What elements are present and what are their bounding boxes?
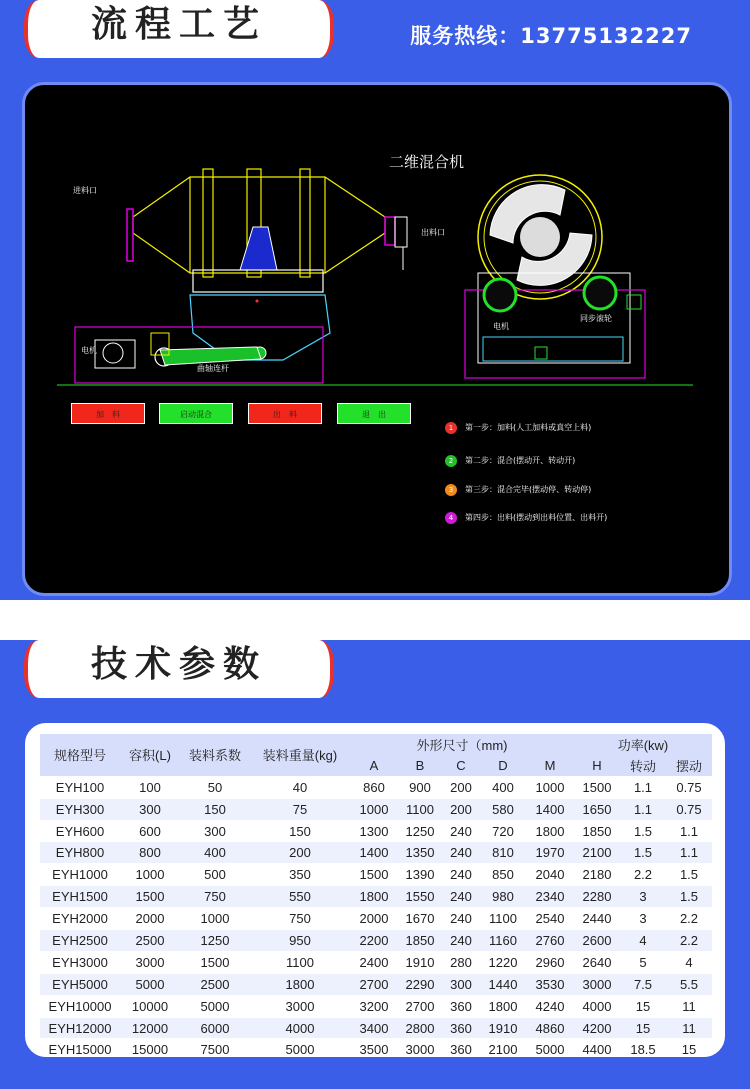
table-cell: 1400 (350, 842, 398, 864)
table-cell: 3000 (120, 951, 180, 973)
table-cell: 4400 (574, 1039, 620, 1060)
section-title: 流程工艺 (90, 4, 267, 45)
end-view (465, 175, 645, 378)
table-cell: 1000 (180, 908, 250, 930)
sub-header: 摆动 (666, 755, 712, 776)
table-cell: 1250 (180, 930, 250, 952)
table-cell: 300 (442, 973, 480, 995)
table-cell: 1.5 (666, 886, 712, 908)
sub-header: 转动 (620, 755, 666, 776)
table-cell: 350 (250, 864, 350, 886)
table-cell: EYH1000 (40, 864, 120, 886)
table-cell: 11 (666, 1017, 712, 1039)
table-cell: 5.5 (666, 973, 712, 995)
table-cell: 4860 (526, 1017, 574, 1039)
table-cell: 2500 (180, 973, 250, 995)
table-cell: 12000 (120, 1017, 180, 1039)
table-cell: 1500 (574, 776, 620, 798)
step-1: 1 第一步：加料(人工加料或真空上料) (445, 422, 605, 434)
table-cell: 1550 (398, 886, 442, 908)
table-cell: 1500 (120, 886, 180, 908)
table-cell: 2000 (350, 908, 398, 930)
table-cell: 810 (480, 842, 526, 864)
table-cell: 1910 (480, 1017, 526, 1039)
table-cell: 1350 (398, 842, 442, 864)
sub-header: D (480, 755, 526, 776)
machine-title: 二维混合机 (389, 153, 465, 171)
table-cell: 3000 (250, 995, 350, 1017)
table-cell: EYH2000 (40, 908, 120, 930)
table-cell: 1800 (526, 820, 574, 842)
table-row (40, 864, 712, 886)
spec-table (40, 734, 712, 1060)
table-cell: 2280 (574, 886, 620, 908)
table-cell: 360 (442, 1039, 480, 1060)
table-cell: 2100 (480, 1039, 526, 1060)
table-cell: 500 (180, 864, 250, 886)
table-cell: 1.1 (620, 798, 666, 820)
table-row (40, 995, 712, 1017)
table-cell: 850 (480, 864, 526, 886)
motor-label-right: 电机 (493, 322, 509, 331)
table-cell: 1970 (526, 842, 574, 864)
table-cell: EYH600 (40, 820, 120, 842)
table-cell: 240 (442, 842, 480, 864)
step-2: 2 第二步：混合(摆动开、转动开) (445, 455, 605, 467)
table-cell: 50 (180, 776, 250, 798)
table-cell: 7.5 (620, 973, 666, 995)
table-cell: 360 (442, 1017, 480, 1039)
table-cell: 2.2 (666, 908, 712, 930)
header-dims: 外形尺寸（mm) (350, 734, 574, 755)
table-cell: 1000 (120, 864, 180, 886)
header-volume: 容积(L) (120, 734, 180, 776)
sub-header: M (526, 755, 574, 776)
table-cell: 3500 (350, 1039, 398, 1060)
table-cell: 75 (250, 798, 350, 820)
step-3: 3 第三步：混合完毕(摆动停、转动停) (445, 484, 595, 496)
table-cell: 0.75 (666, 776, 712, 798)
table-cell: 240 (442, 864, 480, 886)
table-cell: 1.1 (666, 842, 712, 864)
table-cell: 1000 (526, 776, 574, 798)
table-cell: 2340 (526, 886, 574, 908)
table-cell: 15 (666, 1039, 712, 1060)
table-cell: 150 (250, 820, 350, 842)
table-cell: 150 (180, 798, 250, 820)
table-cell: 2500 (120, 930, 180, 952)
table-cell: 1.5 (620, 820, 666, 842)
feed-button[interactable]: 加 料 (71, 403, 145, 424)
table-cell: 5000 (120, 973, 180, 995)
table-cell: 1300 (350, 820, 398, 842)
table-cell: 200 (442, 798, 480, 820)
table-cell: 2800 (398, 1017, 442, 1039)
table-cell: 1390 (398, 864, 442, 886)
table-cell: EYH10000 (40, 995, 120, 1017)
exit-button[interactable]: 退 出 (337, 403, 411, 424)
table-cell: 15 (620, 995, 666, 1017)
header-coef: 装料系数 (180, 734, 250, 776)
table-cell: 1800 (480, 995, 526, 1017)
table-cell: 900 (398, 776, 442, 798)
table-cell: 3530 (526, 973, 574, 995)
table-cell: 1400 (526, 798, 574, 820)
table-cell: 580 (480, 798, 526, 820)
section-title: 技术参数 (90, 644, 267, 685)
table-row (40, 798, 712, 820)
table-cell: 200 (250, 842, 350, 864)
crank-label: 曲轴连杆 (197, 364, 229, 373)
table-cell: 4000 (250, 1017, 350, 1039)
table-cell: EYH100 (40, 776, 120, 798)
table-cell: 5 (620, 951, 666, 973)
sub-header: A (350, 755, 398, 776)
table-cell: 600 (120, 820, 180, 842)
header-model: 规格型号 (40, 734, 120, 776)
table-cell: EYH800 (40, 842, 120, 864)
table-cell: 10000 (120, 995, 180, 1017)
table-cell: 2.2 (620, 864, 666, 886)
table-cell: 1.5 (620, 842, 666, 864)
table-cell: 6000 (180, 1017, 250, 1039)
table-cell: 2200 (350, 930, 398, 952)
table-cell: 3200 (350, 995, 398, 1017)
table-cell: 18.5 (620, 1039, 666, 1060)
table-row (40, 820, 712, 842)
table-cell: 1220 (480, 951, 526, 973)
table-cell: 300 (120, 798, 180, 820)
table-cell: 4000 (574, 995, 620, 1017)
table-cell: 980 (480, 886, 526, 908)
process-diagram-panel (22, 82, 732, 596)
table-cell: 1800 (250, 973, 350, 995)
table-cell: 4 (620, 930, 666, 952)
table-cell: 3 (620, 886, 666, 908)
table-cell: 2180 (574, 864, 620, 886)
table-cell: 2440 (574, 908, 620, 930)
table-cell: 1000 (350, 798, 398, 820)
table-cell: 360 (442, 995, 480, 1017)
sub-header: H (574, 755, 620, 776)
table-cell: EYH12000 (40, 1017, 120, 1039)
table-cell: EYH3000 (40, 951, 120, 973)
table-cell: 720 (480, 820, 526, 842)
table-row (40, 1017, 712, 1039)
drum-support (240, 227, 277, 270)
table-cell: EYH1500 (40, 886, 120, 908)
table-cell: 1800 (350, 886, 398, 908)
sub-header: B (398, 755, 442, 776)
table-cell: EYH300 (40, 798, 120, 820)
table-row (40, 842, 712, 864)
table-cell: 3000 (398, 1039, 442, 1060)
table-cell: 280 (442, 951, 480, 973)
table-cell: 240 (442, 820, 480, 842)
table-cell: 3000 (574, 973, 620, 995)
table-cell: 750 (180, 886, 250, 908)
hotline: 服务热线：13775132227 (410, 24, 692, 48)
table-cell: 1670 (398, 908, 442, 930)
sub-header: C (442, 755, 480, 776)
table-cell: 5000 (526, 1039, 574, 1060)
table-cell: 1850 (574, 820, 620, 842)
table-cell: 5000 (250, 1039, 350, 1060)
table-cell: 40 (250, 776, 350, 798)
table-cell: 1.1 (620, 776, 666, 798)
table-cell: EYH15000 (40, 1039, 120, 1060)
outlet-label: 出料口 (421, 228, 445, 237)
table-cell: 2540 (526, 908, 574, 930)
table-cell: 2700 (398, 995, 442, 1017)
table-cell: 2640 (574, 951, 620, 973)
table-cell: 2960 (526, 951, 574, 973)
table-cell: 2290 (398, 973, 442, 995)
motor-label-left: 电机 (81, 346, 97, 355)
table-cell: 200 (442, 776, 480, 798)
table-cell: 2700 (350, 973, 398, 995)
table-row (40, 776, 712, 798)
table-cell: 750 (250, 908, 350, 930)
table-cell: 1500 (180, 951, 250, 973)
table-cell: 2600 (574, 930, 620, 952)
table-cell: 0.75 (666, 798, 712, 820)
table-cell: 5000 (180, 995, 250, 1017)
header-weight: 装料重量(kg) (250, 734, 350, 776)
table-row (40, 973, 712, 995)
table-cell: 1160 (480, 930, 526, 952)
table-cell: 4200 (574, 1017, 620, 1039)
section-header-process (38, 0, 320, 58)
table-row (40, 930, 712, 952)
table-cell: 2100 (574, 842, 620, 864)
table-cell: 400 (180, 842, 250, 864)
table-row (40, 1039, 712, 1060)
table-cell: 2000 (120, 908, 180, 930)
table-cell: 1.1 (666, 820, 712, 842)
table-cell: 860 (350, 776, 398, 798)
step-4: 4 第四步：出料(摆动到出料位置、出料开) (445, 512, 645, 524)
table-cell: 800 (120, 842, 180, 864)
table-cell: 4 (666, 951, 712, 973)
table-cell: 1.5 (666, 864, 712, 886)
table-cell: 1850 (398, 930, 442, 952)
header-power: 功率(kw) (574, 734, 712, 755)
table-cell: 11 (666, 995, 712, 1017)
discharge-button[interactable]: 出 料 (248, 403, 322, 424)
sync-wheel-label: 同步滚轮 (580, 314, 612, 323)
table-cell: 1440 (480, 973, 526, 995)
table-cell: EYH2500 (40, 930, 120, 952)
table-cell: 1910 (398, 951, 442, 973)
table-cell: 3 (620, 908, 666, 930)
table-cell: EYH5000 (40, 973, 120, 995)
table-cell: 1100 (480, 908, 526, 930)
table-cell: 550 (250, 886, 350, 908)
table-cell: 2760 (526, 930, 574, 952)
table-cell: 7500 (180, 1039, 250, 1060)
table-cell: 15000 (120, 1039, 180, 1060)
table-cell: 300 (180, 820, 250, 842)
table-row (40, 908, 712, 930)
start-mix-button[interactable]: 启动混合 (159, 403, 233, 424)
table-row (40, 951, 712, 973)
table-cell: 3400 (350, 1017, 398, 1039)
table-cell: 2040 (526, 864, 574, 886)
table-cell: 240 (442, 930, 480, 952)
table-cell: 1650 (574, 798, 620, 820)
table-cell: 1250 (398, 820, 442, 842)
table-cell: 2.2 (666, 930, 712, 952)
table-cell: 1500 (350, 864, 398, 886)
table-cell: 950 (250, 930, 350, 952)
table-row (40, 886, 712, 908)
spec-table-card (22, 720, 728, 1060)
table-cell: 240 (442, 886, 480, 908)
table-cell: 15 (620, 1017, 666, 1039)
table-cell: 240 (442, 908, 480, 930)
table-cell: 100 (120, 776, 180, 798)
inlet-label: 进料口 (73, 186, 97, 195)
table-cell: 400 (480, 776, 526, 798)
table-cell: 1100 (398, 798, 442, 820)
section-header-params (38, 640, 320, 698)
table-cell: 2400 (350, 951, 398, 973)
table-cell: 4240 (526, 995, 574, 1017)
table-cell: 1100 (250, 951, 350, 973)
